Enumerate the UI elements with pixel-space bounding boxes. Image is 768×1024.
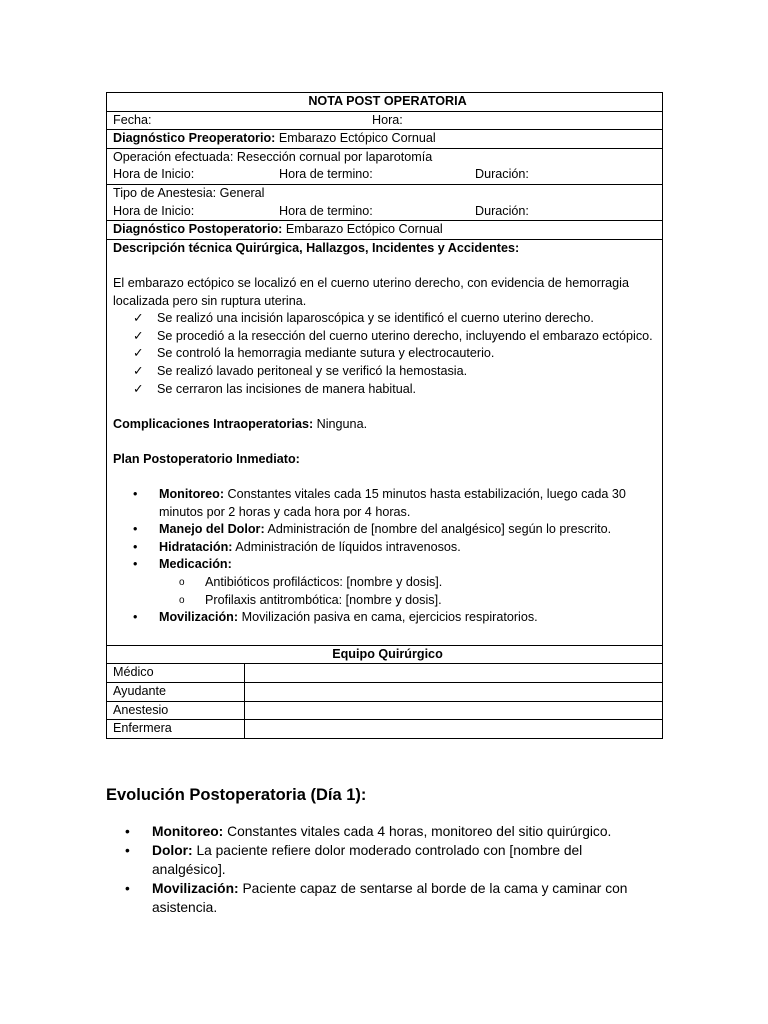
post-op-note-table [106, 92, 663, 739]
list-item [133, 363, 654, 381]
dx-preop-value: Embarazo Ectópico Cornual [275, 131, 436, 146]
dx-preop-row [107, 130, 663, 149]
list-item [125, 841, 645, 879]
operacion-row [107, 148, 663, 184]
equipo-name-cell [245, 701, 663, 720]
plan-item-label: Medicación: [159, 557, 232, 572]
list-item [133, 539, 654, 557]
plan-item-label: Manejo del Dolor: [159, 522, 265, 537]
equipo-role-label: Enfermera [107, 720, 245, 739]
op-duracion-label: Duración: [475, 167, 529, 182]
check-icon: ✓ [133, 381, 144, 396]
list-item [125, 879, 645, 917]
operacion-label: Operación efectuada: [113, 149, 234, 164]
an-hora-termino-label: Hora de termino: [279, 203, 373, 218]
evolucion-item-label: Dolor: [152, 843, 193, 858]
descripcion-cell [107, 239, 663, 645]
list-item [133, 486, 654, 521]
note-title: NOTA POST OPERATORIA [107, 93, 663, 112]
plan-item-text: Constantes vitales cada 15 minutos hasta estabilización, luego cada 30 minutos por 2 horas y cada hora por 4 horas. [159, 487, 626, 519]
complicaciones-label: Complicaciones Intraoperatorias: [113, 416, 314, 431]
complicaciones-line [113, 416, 654, 434]
step-text: Se cerraron las incisiones de manera habitual. [157, 381, 417, 396]
complicaciones-value: Ninguna. [313, 416, 368, 431]
evolucion-list [125, 822, 645, 917]
list-item [179, 592, 654, 610]
evolucion-item-text: Constantes vitales cada 4 horas, monitoreo del sitio quirúrgico. [223, 824, 612, 839]
evolucion-item-label: Movilización: [152, 881, 239, 896]
bullet-icon: • [125, 881, 130, 896]
step-text: Se realizó una incisión laparoscópica y se identificó el cuerno uterino derecho. [157, 311, 594, 326]
step-text: Se realizó lavado peritoneal y se verificó la hemostasia. [157, 363, 468, 378]
equipo-name-cell [245, 664, 663, 683]
bullet-icon: • [133, 610, 138, 625]
check-icon: ✓ [133, 346, 144, 361]
fecha-label: Fecha: [113, 112, 152, 127]
bullet-icon: • [133, 539, 138, 554]
list-item [133, 328, 654, 346]
table-row [107, 683, 663, 702]
list-item [125, 822, 645, 841]
plan-item-text: Movilización pasiva en cama, ejercicios respiratorios. [238, 610, 538, 625]
medicacion-item: Profilaxis antitrombótica: [nombre y dosis]. [205, 592, 442, 607]
list-item [133, 381, 654, 399]
table-row [107, 720, 663, 739]
plan-heading: Plan Postoperatorio Inmediato: [113, 451, 300, 466]
bullet-icon: • [133, 522, 138, 537]
evolucion-item-text: Paciente capaz de sentarse al borde de la cama y caminar con asistencia. [152, 881, 628, 915]
an-hora-inicio-label: Hora de Inicio: [113, 203, 195, 218]
plan-list [113, 486, 654, 627]
bullet-icon: • [133, 487, 138, 502]
check-icon: ✓ [133, 328, 144, 343]
plan-item-label: Hidratación: [159, 539, 233, 554]
equipo-role-label: Médico [107, 664, 245, 683]
equipo-name-cell [245, 720, 663, 739]
equipo-role-label: Ayudante [107, 683, 245, 702]
equipo-heading: Equipo Quirúrgico [107, 645, 663, 664]
check-icon: ✓ [133, 311, 144, 326]
hora-label: Hora: [372, 112, 403, 127]
dx-preop-label: Diagnóstico Preoperatorio: [113, 131, 276, 146]
anestesia-row [107, 184, 663, 220]
anestesia-label: Tipo de Anestesia: [113, 185, 217, 200]
list-item [133, 310, 654, 328]
dx-postop-label: Diagnóstico Postoperatorio: [113, 222, 283, 237]
plan-item-label: Movilización: [159, 610, 239, 625]
bullet-icon: • [133, 557, 138, 572]
step-text: Se procedió a la resección del cuerno uterino derecho, incluyendo el embarazo ectópico. [157, 328, 653, 343]
table-row [107, 701, 663, 720]
table-row [107, 664, 663, 683]
descripcion-intro: El embarazo ectópico se localizó en el cuerno uterino derecho, con evidencia de hemorragia localizada pero sin ruptura uterina. [113, 275, 629, 308]
operacion-value: Resección cornual por laparotomía [233, 149, 433, 164]
op-hora-inicio-label: Hora de Inicio: [113, 167, 195, 182]
bullet-icon: • [125, 843, 130, 858]
list-item [179, 574, 654, 592]
plan-item-text: Administración de [nombre del analgésico] según lo prescrito. [264, 522, 612, 537]
fecha-hora-row [107, 111, 663, 130]
descripcion-heading: Descripción técnica Quirúrgica, Hallazgos, Incidentes y Accidentes: [113, 240, 520, 255]
step-text: Se controló la hemorragia mediante sutura y electrocauterio. [157, 346, 495, 361]
bullet-icon: • [125, 824, 130, 839]
list-item [133, 556, 654, 609]
check-icon: ✓ [133, 363, 144, 378]
list-item [133, 521, 654, 539]
list-item [133, 345, 654, 363]
plan-item-text: Administración de líquidos intravenosos. [232, 539, 461, 554]
evolucion-item-label: Monitoreo: [152, 824, 224, 839]
anestesia-value: General [216, 185, 265, 200]
steps-list [113, 310, 654, 398]
medicacion-sublist [159, 574, 654, 609]
circle-bullet-icon: o [179, 577, 185, 589]
evolucion-item-text: La paciente refiere dolor moderado controlado con [nombre del analgésico]. [152, 843, 583, 877]
medicacion-item: Antibióticos profilácticos: [nombre y dosis]. [205, 575, 443, 590]
evolucion-title: Evolución Postoperatoria (Día 1): [106, 786, 367, 804]
equipo-role-label: Anestesio [107, 701, 245, 720]
plan-item-label: Monitoreo: [159, 487, 225, 502]
dx-postop-value: Embarazo Ectópico Cornual [282, 222, 443, 237]
op-hora-termino-label: Hora de termino: [279, 167, 373, 182]
list-item [133, 609, 654, 627]
circle-bullet-icon: o [179, 594, 185, 606]
an-duracion-label: Duración: [475, 203, 529, 218]
equipo-name-cell [245, 683, 663, 702]
dx-postop-row [107, 221, 663, 240]
